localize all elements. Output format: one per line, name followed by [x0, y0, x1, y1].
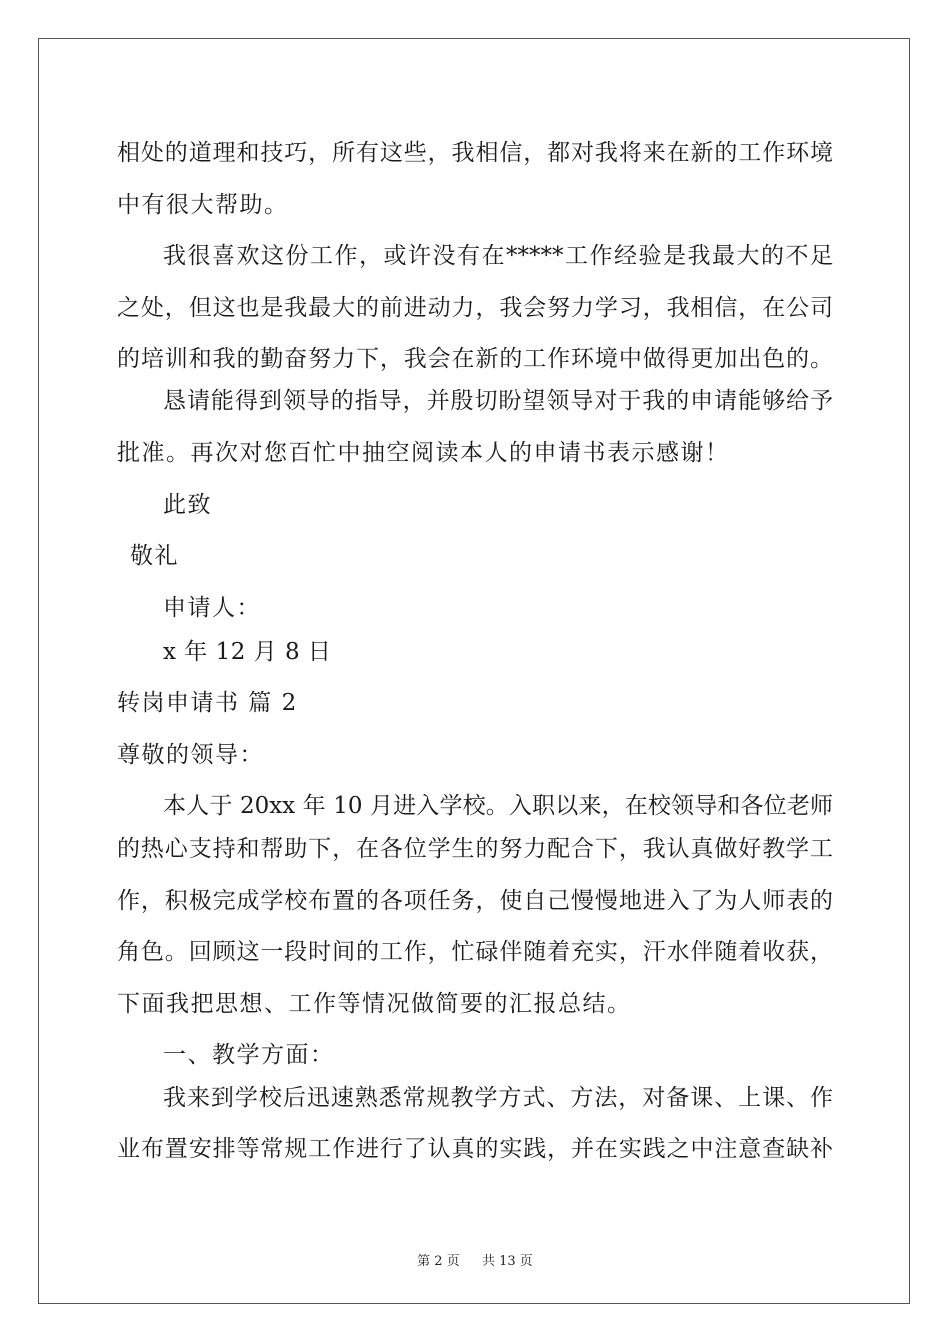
- text-line: 恳请能得到领导的指导，并殷切盼望领导对于我的申请能够给予: [163, 388, 833, 414]
- text-line: x 年 12 月 8 日: [163, 639, 332, 665]
- text-line: 中有很大帮助。: [117, 192, 289, 218]
- text-line: 业布置安排等常规工作进行了认真的实践，并在实践之中注意查缺补: [117, 1136, 833, 1162]
- page-total: 共 13 页: [482, 1254, 533, 1269]
- text-line: 的培训和我的勤奋努力下，我会在新的工作环境中做得更加出色的。: [117, 346, 833, 372]
- text-line: 相处的道理和技巧，所有这些，我相信，都对我将来在新的工作环境: [117, 140, 833, 166]
- page-frame: [38, 38, 910, 1304]
- text-line: 作，积极完成学校布置的各项任务，使自己慢慢地进入了为人师表的: [117, 888, 833, 914]
- text-line: 一、教学方面：: [163, 1042, 335, 1068]
- text-line: 的热心支持和帮助下，在各位学生的努力配合下，我认真做好教学工: [117, 836, 833, 862]
- text-line: 敬礼: [130, 543, 179, 569]
- page-number: 第 2 页: [417, 1254, 460, 1269]
- text-line: 此致: [163, 492, 212, 518]
- text-line: 之处，但这也是我最大的前进动力，我会努力学习，我相信，在公司: [117, 295, 833, 321]
- page-footer: [0, 1250, 950, 1269]
- text-line: 下面我把思想、工作等情况做简要的汇报总结。: [117, 991, 632, 1017]
- text-line: 角色。回顾这一段时间的工作，忙碌伴随着充实，汗水伴随着收获，: [117, 939, 833, 965]
- text-line: 我很喜欢这份工作，或许没有在*****工作经验是我最大的不足: [163, 243, 833, 269]
- text-line: 申请人：: [163, 595, 261, 621]
- text-line: 批准。再次对您百忙中抽空阅读本人的申请书表示感谢！: [117, 440, 730, 466]
- text-line: 尊敬的领导：: [117, 742, 264, 768]
- text-line: 转岗申请书 篇 2: [117, 690, 298, 716]
- text-line: 我来到学校后迅速熟悉常规教学方式、方法，对备课、上课、作: [163, 1085, 833, 1111]
- text-line: 本人于 20xx 年 10 月进入学校。入职以来，在校领导和各位老师: [163, 793, 833, 819]
